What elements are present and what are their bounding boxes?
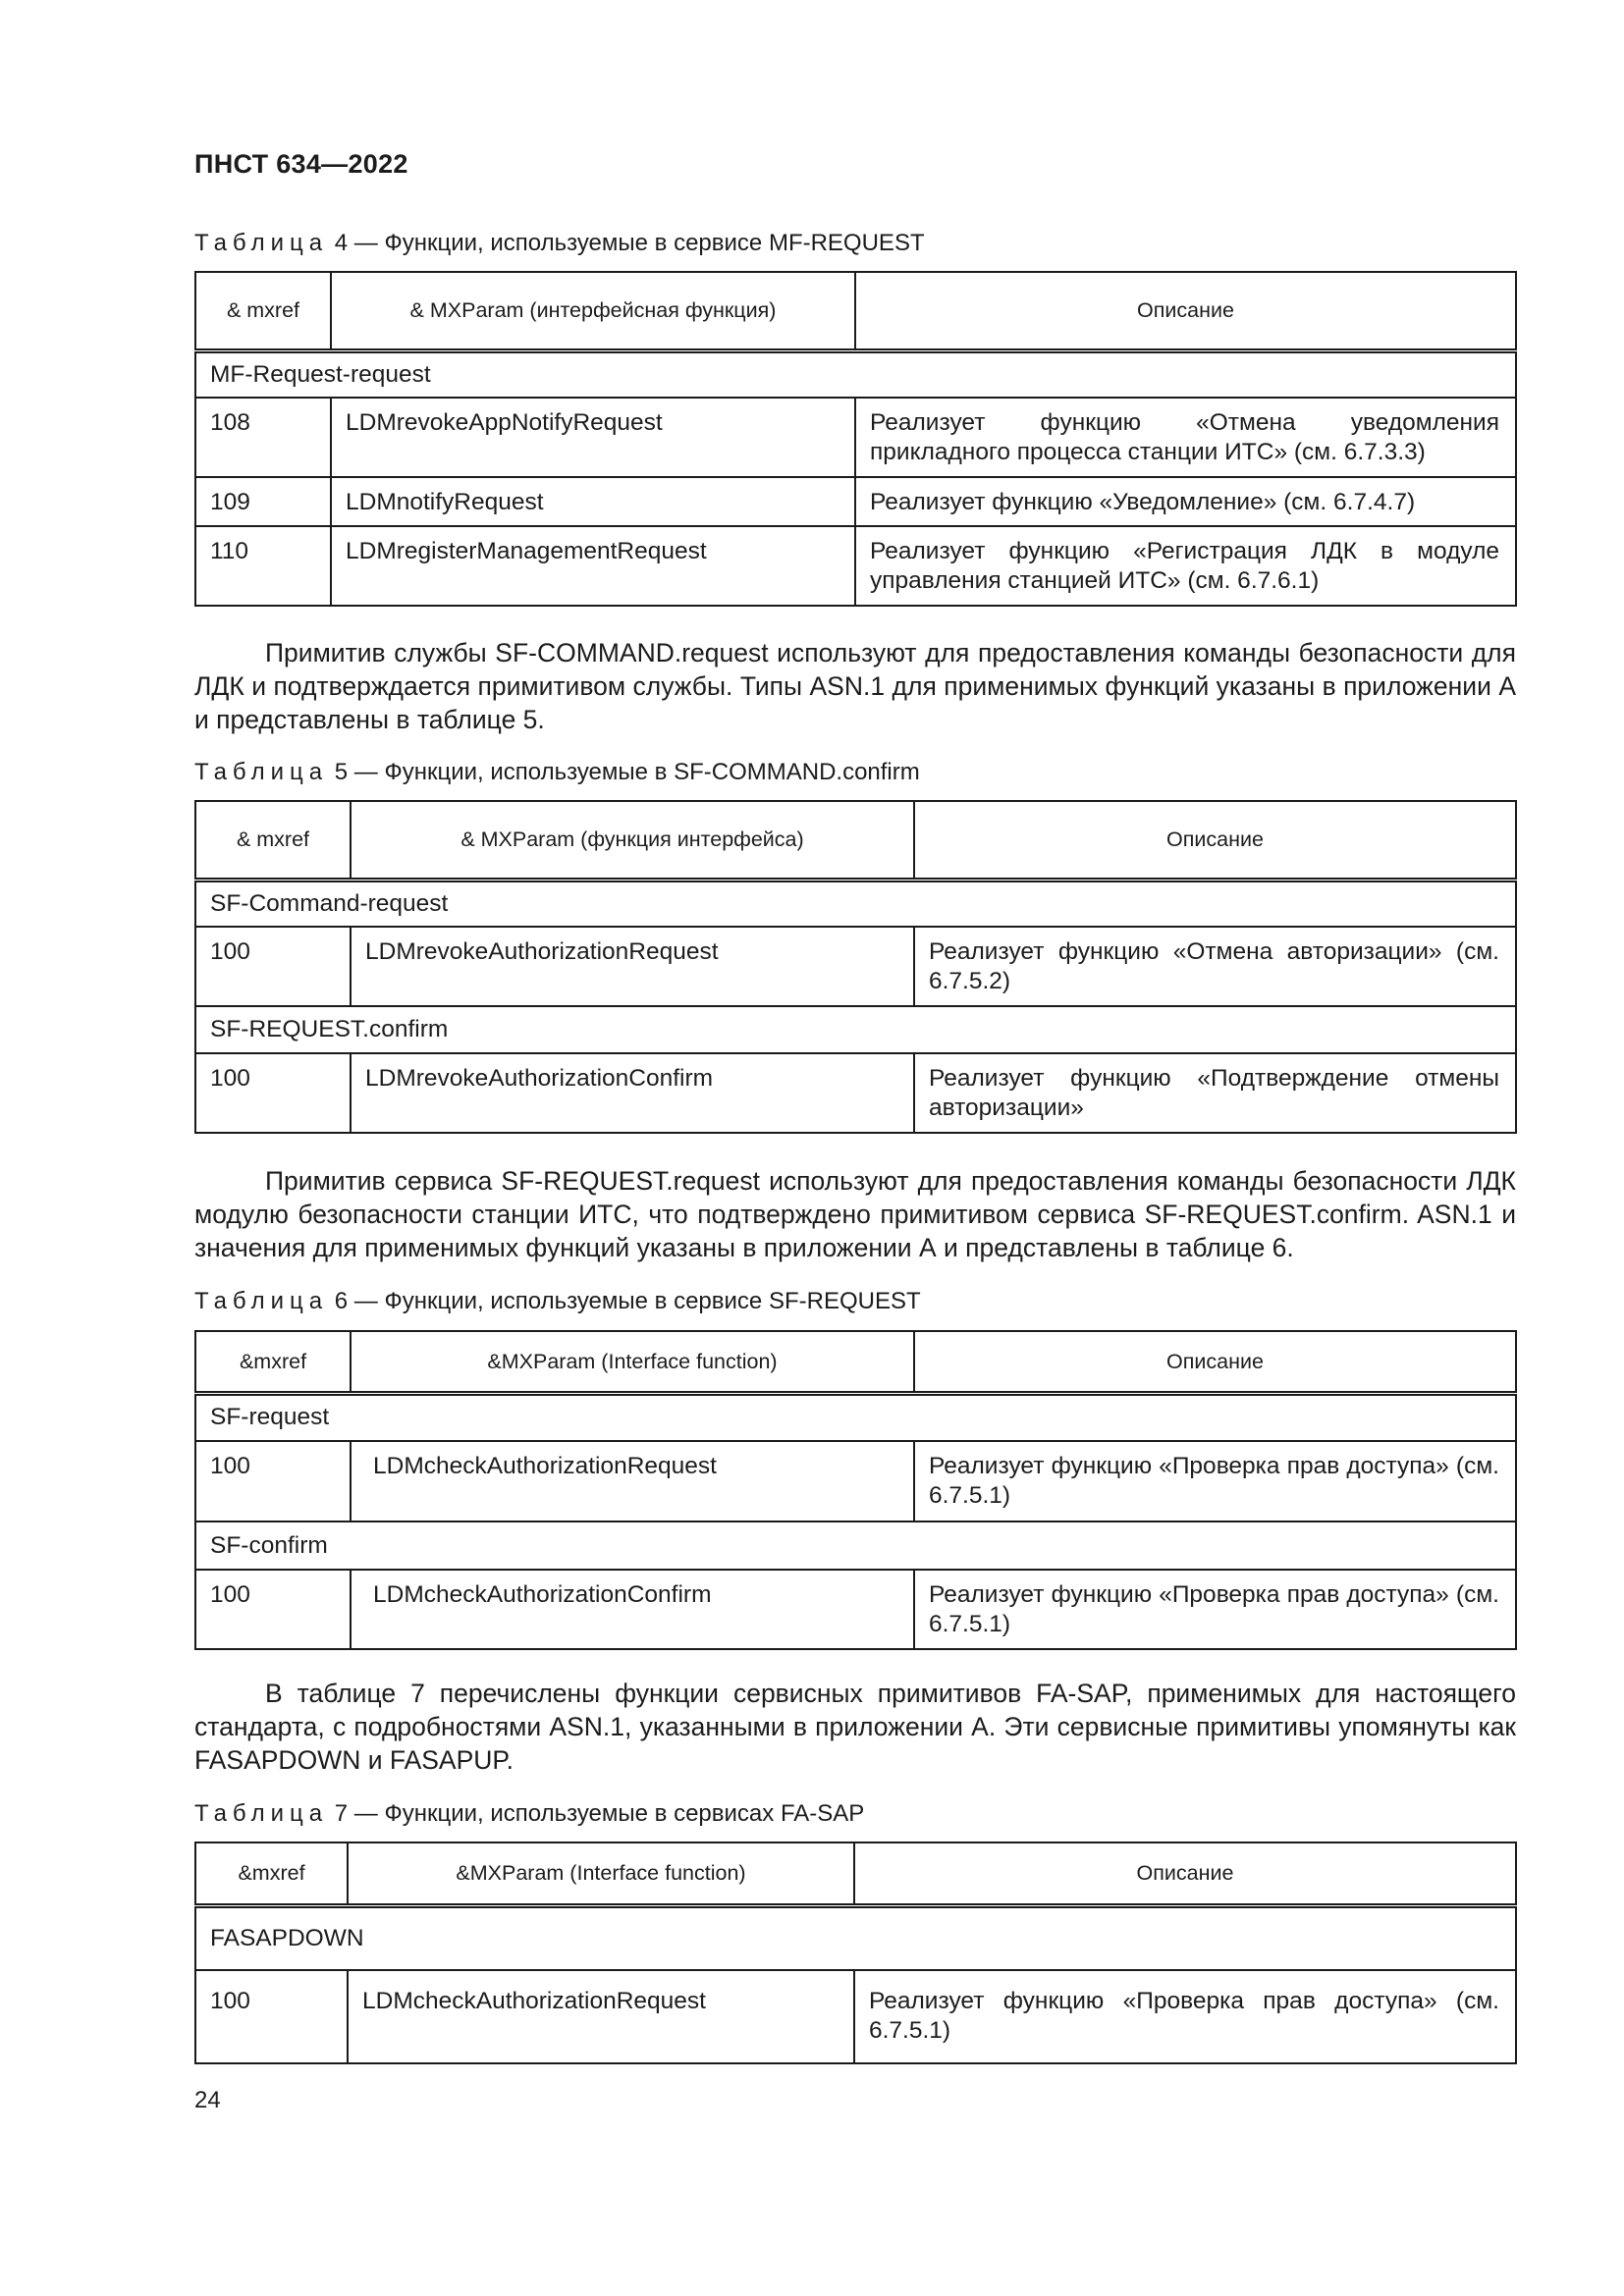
col-header-mxref: &mxref	[195, 1842, 348, 1905]
cell-description: Реализует функцию «Проверка прав доступа» (см. 6.7.5.1)	[914, 1570, 1516, 1649]
col-header-description: Описание	[854, 1842, 1516, 1905]
group-row	[195, 1393, 1516, 1441]
table-row	[195, 1570, 1516, 1649]
cell-description: Реализует функцию «Проверка прав доступа» (см. 6.7.5.1)	[854, 1970, 1516, 2063]
col-header-mxparam: & MXParam (функция интерфейса)	[351, 801, 914, 880]
table-row	[195, 1970, 1516, 2063]
col-header-description: Описание	[855, 272, 1516, 350]
document-header: ПНСТ 634—2022	[194, 149, 408, 179]
table-4-caption	[194, 230, 925, 257]
group-label: SF-confirm	[195, 1522, 1516, 1570]
cell-ref: 100	[195, 1053, 351, 1133]
col-header-mxparam: &MXParam (Interface function)	[348, 1842, 854, 1905]
cell-param: LDMrevokeAppNotifyRequest	[331, 398, 855, 477]
paragraph	[194, 636, 1516, 736]
cell-ref: 100	[195, 1570, 351, 1649]
cell-ref: 100	[195, 1970, 348, 2063]
col-header-description: Описание	[914, 801, 1516, 880]
group-row	[195, 880, 1516, 927]
paragraph	[194, 1677, 1516, 1777]
group-label: SF-request	[195, 1393, 1516, 1441]
cell-param: LDMrevokeAuthorizationRequest	[351, 927, 914, 1006]
cell-description: Реализует функцию «Регистрация ЛДК в модуле управления станцией ИТС» (см. 6.7.6.1)	[855, 526, 1516, 606]
group-label: SF-REQUEST.confirm	[195, 1006, 1516, 1053]
cell-description: Реализует функцию «Проверка прав доступа» (см. 6.7.5.1)	[914, 1441, 1516, 1522]
col-header-description: Описание	[914, 1331, 1516, 1393]
group-label: MF-Request-request	[195, 350, 1516, 398]
page-number: 24	[194, 2087, 221, 2113]
table-header-row	[195, 1842, 1516, 1905]
table-row	[195, 477, 1516, 526]
table-header-row	[195, 272, 1516, 350]
group-row	[195, 350, 1516, 398]
caption-text: 7 — Функции, используемые в сервисах FA-SAP	[328, 1800, 865, 1827]
caption-text: 4 — Функции, используемые в сервисе MF-REQUEST	[328, 230, 925, 256]
table-6-caption	[194, 1288, 921, 1315]
table-row	[195, 526, 1516, 606]
col-header-mxref: &mxref	[195, 1331, 351, 1393]
paragraph-text: Примитив службы SF-COMMAND.request используют для предоставления команды безопасности для ЛДК и подтверждается примитивом службы. Типы ASN.1 для применимых функций указаны в приложении А и представлены в таблице 5.	[194, 638, 1516, 734]
caption-word: Таблица	[194, 1800, 329, 1827]
paragraph-text: Примитив сервиса SF-REQUEST.request используют для предоставления команды безопасности ЛДК модулю безопасности станции ИТС, что подтверждено примитивом сервиса SF-REQUEST.confirm. ASN.1 и значения для применимых функций указаны в приложении А и представлены в таблице 6.	[194, 1166, 1516, 1262]
cell-ref: 100	[195, 927, 351, 1006]
cell-param: LDMrevokeAuthorizationConfirm	[351, 1053, 914, 1133]
group-label: SF-Command-request	[195, 880, 1516, 927]
cell-param: LDMcheckAuthorizationRequest	[348, 1970, 854, 2063]
group-row	[195, 1905, 1516, 1970]
group-label: FASAPDOWN	[195, 1905, 1516, 1970]
table-row	[195, 1441, 1516, 1522]
col-header-mxparam: & MXParam (интерфейсная функция)	[331, 272, 855, 350]
cell-ref: 100	[195, 1441, 351, 1522]
paragraph-text: В таблице 7 перечислены функции сервисных примитивов FA-SAP, применимых для настоящего стандарта, с подробностями ASN.1, указанными в приложении А. Эти сервисные примитивы упомянуты как FASAPDOWN и FASAPUP.	[194, 1679, 1516, 1775]
caption-text: 6 — Функции, используемые в сервисе SF-REQUEST	[328, 1288, 921, 1314]
cell-description: Реализует функцию «Отмена авторизации» (см. 6.7.5.2)	[914, 927, 1516, 1006]
table-header-row	[195, 801, 1516, 880]
table-5-caption	[194, 759, 920, 786]
cell-param: LDMcheckAuthorizationRequest	[351, 1441, 914, 1522]
cell-param: LDMcheckAuthorizationConfirm	[351, 1570, 914, 1649]
table-row	[195, 398, 1516, 477]
group-row	[195, 1006, 1516, 1053]
table-7	[194, 1842, 1517, 2064]
table-6	[194, 1330, 1517, 1650]
caption-text: 5 — Функции, используемые в SF-COMMAND.confirm	[328, 759, 920, 785]
table-row	[195, 927, 1516, 1006]
table-header-row	[195, 1331, 1516, 1393]
table-7-caption	[194, 1800, 864, 1828]
cell-param: LDMregisterManagementRequest	[331, 526, 855, 606]
cell-ref: 109	[195, 477, 331, 526]
col-header-mxref: & mxref	[195, 272, 331, 350]
group-row	[195, 1522, 1516, 1570]
cell-description: Реализует функцию «Подтверждение отмены авторизации»	[914, 1053, 1516, 1133]
caption-word: Таблица	[194, 759, 329, 785]
cell-param: LDMnotifyRequest	[331, 477, 855, 526]
table-4	[194, 271, 1517, 607]
table-row	[195, 1053, 1516, 1133]
col-header-mxparam: &MXParam (Interface function)	[351, 1331, 914, 1393]
caption-word: Таблица	[194, 230, 329, 256]
cell-ref: 110	[195, 526, 331, 606]
caption-word: Таблица	[194, 1288, 329, 1314]
cell-description: Реализует функцию «Уведомление» (см. 6.7.4.7)	[855, 477, 1516, 526]
col-header-mxref: & mxref	[195, 801, 351, 880]
cell-ref: 108	[195, 398, 331, 477]
paragraph	[194, 1164, 1516, 1264]
cell-description: Реализует функцию «Отмена уведомления прикладного процесса станции ИТС» (см. 6.7.3.3)	[855, 398, 1516, 477]
table-5	[194, 800, 1517, 1134]
